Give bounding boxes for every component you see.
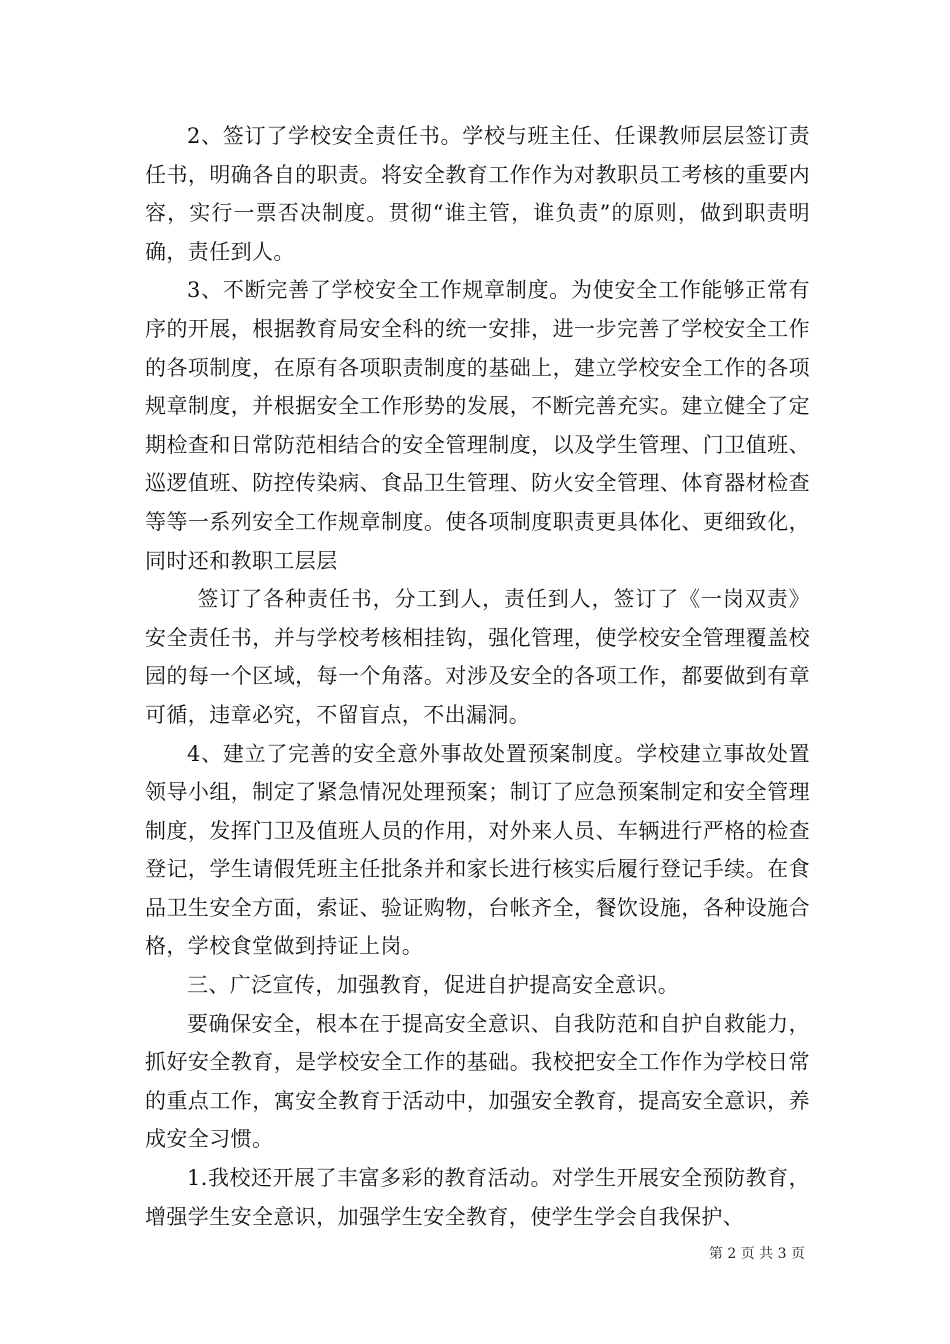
document-body <box>145 117 810 1236</box>
paragraph-signed-letters: 签订了各种责任书，分工到人，责任到人，签订了《一岗双责》安全责任书，并与学校考核相挂钩，强化管理，使学校安全管理覆盖校园的每一个区域，每一个角落。对涉及安全的各项工作，都要做到有章可循，违章必究，不留盲点，不出漏洞。 <box>145 587 810 727</box>
paragraph-accident-plan: 4、建立了完善的安全意外事故处置预案制度。学校建立事故处置领导小组，制定了紧急情况处理预案；制订了应急预案制定和安全管理制度，发挥门卫及值班人员的作用，对外来人员、车辆进行严格的检查登记，学生请假凭班主任批条并和家长进行核实后履行登记手续。在食品卫生安全方面，索证、验证购物，台帐齐全，餐饮设施，各种设施合格，学校食堂做到持证上岗。 <box>145 741 810 959</box>
paragraph-responsibility-letter: 2、签订了学校安全责任书。学校与班主任、任课教师层层签订责任书，明确各自的职责。将安全教育工作作为对教职员工考核的重要内容，实行一票否决制度。贯彻“谁主管，谁负责”的原则，做到职责明确，责任到人。 <box>145 124 810 264</box>
paragraph-safety-awareness: 要确保安全，根本在于提高安全意识、自我防范和自护自救能力，抓好安全教育，是学校安全工作的基础。我校把安全工作作为学校日常的重点工作，寓安全教育于活动中，加强安全教育，提高安全意识，养成安全习惯。 <box>145 1011 810 1152</box>
paragraph-education-activities: 1.我校还开展了丰富多彩的教育活动。对学生开展安全预防教育，增强学生安全意识，加强学生安全教育，使学生学会自我保护、 <box>145 1166 810 1229</box>
paragraph-safety-rules: 3、不断完善了学校安全工作规章制度。为使安全工作能够正常有序的开展，根据教育局安全科的统一安排，进一步完善了学校安全工作的各项制度，在原有各项职责制度的基础上，建立学校安全工作的各项规章制度，并根据安全工作形势的发展，不断完善充实。建立健全了定期检查和日常防范相结合的安全管理制度，以及学生管理、门卫值班、巡逻值班、防控传染病、食品卫生管理、防火安全管理、体育器材检查等等一系列安全工作规章制度。使各项制度职责更具体化、更细致化，同时还和教职工层层 <box>145 278 810 573</box>
section-heading-publicity: 三、广泛宣传，加强教育，促进自护提高安全意识。 <box>187 973 680 998</box>
page-number-footer: 第 2 页 共 3 页 <box>708 1246 805 1262</box>
